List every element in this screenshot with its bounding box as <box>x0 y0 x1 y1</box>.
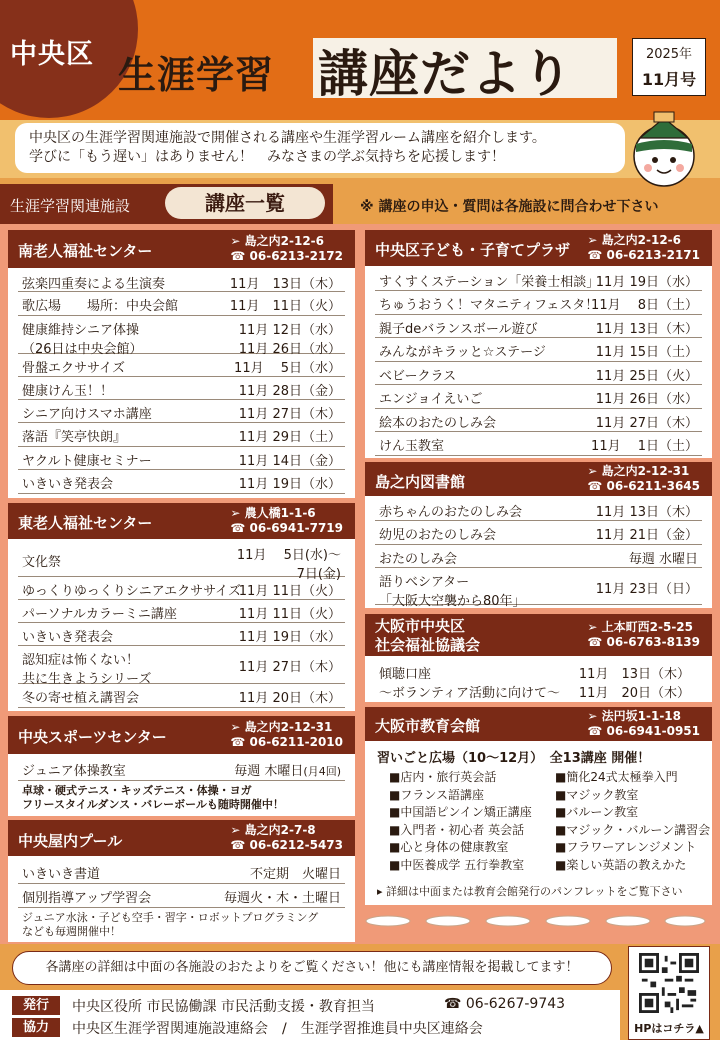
course-date: 11月 14日（金） <box>238 454 341 469</box>
facility-name-line: 大阪市中央区 <box>375 617 466 635</box>
course-title: 幼児のおたのしみ会 <box>379 528 497 543</box>
facility-contact <box>230 823 343 853</box>
title-newsletter: 講座だより <box>318 45 573 103</box>
list-item: ■心と身体の健康教室 <box>389 840 509 854</box>
list-item <box>18 423 345 447</box>
course-date: 11月 27日（木） <box>238 660 341 675</box>
list-item <box>18 316 345 357</box>
course-title-line: 「大阪大空襲から80年」 <box>379 594 526 609</box>
card-header <box>365 230 712 266</box>
tab-facilities: 生涯学習関連施設 <box>0 184 165 224</box>
phone: ☎ 06-6212-5473 <box>230 838 343 852</box>
phone: ☎ 06-6213-2171 <box>587 248 700 262</box>
qr-code-icon <box>639 953 699 1013</box>
course-title: 赤ちゃんのおたのしみ会 <box>379 505 523 520</box>
list-item <box>375 409 702 432</box>
phone: ☎ 06-6763-8139 <box>587 635 700 649</box>
course-title: みんながキラッと☆ステージ <box>379 345 546 360</box>
course-title-line: 共に生きようシリーズ <box>22 672 152 687</box>
course-title: いきいき発表会 <box>22 630 114 645</box>
course-title: エンジョイえいご <box>379 392 483 407</box>
course-title: いきいき書道 <box>22 867 101 882</box>
course-title: ゆっくりゆっくりシニアエクササイズ <box>22 584 242 599</box>
list-item <box>18 577 345 600</box>
course-date: 11月 23日（日） <box>595 582 698 597</box>
course-title: シニア向けスマホ講座 <box>22 407 152 422</box>
tab-course-list: 講座一覧 <box>165 187 325 219</box>
course-date: 11月 19日（水） <box>238 630 341 645</box>
intro-line-2: 学びに「もう遅い」はありません！ みなさまの学ぶ気持ちを応援します！ <box>29 149 505 165</box>
card-header <box>365 462 712 496</box>
list-item <box>18 447 345 470</box>
publisher-phone: ☎ 06-6267-9743 <box>444 996 566 1012</box>
list-item <box>375 338 702 362</box>
course-date-line: 11月 5日(水)～ <box>236 548 341 563</box>
list-item <box>18 400 345 423</box>
facility-name: 中央屋内プール <box>18 832 123 850</box>
facility-contact <box>587 464 700 494</box>
list-item <box>375 498 702 521</box>
phone: ☎ 06-6213-2172 <box>230 249 343 263</box>
cooperation-tag: 協力 <box>12 1018 60 1037</box>
course-title: 冬の寄せ植え講習会 <box>22 691 140 706</box>
course-title-line: 語りベシアター <box>379 575 470 590</box>
list-item <box>375 432 702 456</box>
address: ➢ 島之内2-12-31 <box>230 720 333 734</box>
course-title: いきいき発表会 <box>22 477 114 492</box>
course-date: 11月 27日（木） <box>238 407 341 422</box>
course-date-line: 11月 20日（木） <box>578 686 690 701</box>
issue-month: 11月号 <box>641 70 697 89</box>
list-item <box>375 362 702 385</box>
address: ➢ 上本町西2-5-25 <box>587 620 693 634</box>
course-title <box>379 663 560 701</box>
course-title: 親子deバランスボール遊び <box>379 322 538 337</box>
course-date: 11月 8日（土） <box>591 298 698 313</box>
course-date: 11月 13日（木） <box>595 505 698 520</box>
course-date-line: 11月 13日（木） <box>578 667 690 682</box>
course-date: 11月 20日（木） <box>238 691 341 706</box>
course-title-line: 認知症は怖くない！ <box>22 653 140 668</box>
list-item <box>18 600 345 623</box>
course-title: パーソナルカラーミニ講座 <box>22 607 177 622</box>
list-item: ■中国語ピンイン矯正講座 <box>389 805 532 819</box>
course-title <box>22 319 143 357</box>
course-date: 11月 11日（火） <box>238 607 341 622</box>
credit-area <box>0 990 620 1040</box>
list-item: ■簡化24式太極拳入門 <box>555 770 678 784</box>
list-item: ■マジック・バルーン講習会 <box>555 822 711 837</box>
list-item <box>18 541 345 582</box>
tab-list-wrap <box>165 184 333 224</box>
list-item <box>375 545 702 568</box>
course-title-line: （26日は中央会館） <box>22 342 143 357</box>
card-shakyo <box>365 614 712 702</box>
issue-box <box>632 38 706 96</box>
publisher: 中央区役所 市民協働課 市民活動支援・教育担当 <box>72 999 375 1015</box>
course-title-line: 健康維持シニア体操 <box>22 323 140 338</box>
facility-name: 中央区子ども・子育てプラザ <box>375 241 571 259</box>
card-header <box>365 707 712 741</box>
course-title: 個別指導アップ学習会 <box>22 891 152 906</box>
qr-code-link[interactable] <box>628 946 710 1040</box>
course-title: 文化祭 <box>22 555 62 570</box>
course-title-line: 傾聴口座 <box>379 667 432 682</box>
course-date: 不定期 火曜日 <box>249 867 341 882</box>
list-item <box>375 660 702 701</box>
course-date: 11月 21日（金） <box>595 528 698 543</box>
card-header <box>8 716 355 754</box>
sports-note <box>22 784 284 812</box>
course-date: 毎週火・木・土曜日 <box>223 891 341 906</box>
title-lifelong-learning: 生涯学習 <box>118 53 275 97</box>
publisher-tag: 発行 <box>12 996 60 1015</box>
course-date: 11月 19日（水） <box>595 275 698 290</box>
footer-info: 各講座の詳細は中面の各施設のおたよりをご覧ください！他にも講座情報を掲載してます！ <box>12 951 612 985</box>
course-date: 毎週 水曜日 <box>628 552 698 567</box>
list-item: ■店内・旅行英会話 <box>389 770 497 784</box>
address: ➢ 法円坂1-1-18 <box>587 709 681 723</box>
course-title-line: ～ボランティア活動に向けて～ <box>379 686 560 701</box>
list-item <box>375 291 702 315</box>
facility-name: 南老人福祉センター <box>18 242 153 260</box>
course-title: 落語『笑亭快朗』 <box>22 430 127 445</box>
list-item <box>18 623 345 646</box>
facility-name: 東老人福祉センター <box>18 514 153 532</box>
phone: ☎ 06-6941-7719 <box>230 521 343 535</box>
list-item <box>18 884 345 908</box>
course-date: 11月 13日（木） <box>229 277 341 292</box>
list-item: ■入門者・初心者 英会話 <box>389 822 525 837</box>
course-title: 健康けん玉！！ <box>22 384 114 399</box>
course-date-note: (月4回) <box>303 765 341 778</box>
card-header <box>8 503 355 539</box>
note-line: なども毎週開催中！ <box>22 925 121 938</box>
list-item <box>18 646 345 687</box>
list-item <box>375 315 702 338</box>
course-date <box>234 760 341 779</box>
course-date: 11月 13日（木） <box>595 322 698 337</box>
course-date: 11月 5日（水） <box>234 361 341 376</box>
list-item <box>18 684 345 708</box>
list-item: ■フラワーアレンジメント <box>555 840 697 854</box>
course-date-line: 7日(金) <box>296 567 341 582</box>
list-item <box>375 568 702 609</box>
kyoiku-left-list <box>389 769 532 874</box>
facility-name-line: 社会福祉協議会 <box>375 636 481 654</box>
course-title: 絵本のおたのしみ会 <box>379 416 497 431</box>
intro-line-1: 中央区の生涯学習関連施設で開催される講座や生涯学習ルーム講座を紹介します。 <box>29 130 546 146</box>
ward-label: 中央区 <box>10 39 94 70</box>
fish-decoration-icon <box>360 912 710 930</box>
list-item: ■マジック教室 <box>555 787 639 802</box>
course-date: 11月 28日（金） <box>238 384 341 399</box>
facility-contact <box>587 709 700 739</box>
course-title <box>379 571 526 609</box>
list-item <box>375 521 702 545</box>
card-header <box>8 230 355 268</box>
course-date: 11月 27日（木） <box>595 416 698 431</box>
course-title <box>22 649 151 687</box>
pool-note <box>22 911 318 939</box>
course-title: 歌広場 場所：中央会館 <box>22 299 179 314</box>
phone: ☎ 06-6211-2010 <box>230 735 343 749</box>
facility-name <box>375 617 480 655</box>
card-kodomo <box>365 230 712 458</box>
facility-name: 大阪市教育会館 <box>375 717 481 735</box>
mascot-icon <box>626 108 702 188</box>
course-date: 11月 19日（水） <box>238 477 341 492</box>
address: ➢ 島之内2-12-31 <box>587 464 690 478</box>
course-date: 11月 11日（火） <box>238 584 341 599</box>
address: ➢ 島之内2-12-6 <box>587 233 681 247</box>
facility-contact <box>587 233 700 263</box>
note-line: フリースタイルダンス・バレーボールも随時開催中！ <box>22 798 284 811</box>
list-item: ■楽しい英語の教えかた <box>555 857 687 872</box>
list-item: ■中医養成学 五行拳教室 <box>389 857 525 872</box>
card-pool <box>8 820 355 942</box>
card-header <box>8 820 355 856</box>
kyoiku-right-list <box>555 769 710 874</box>
facility-contact <box>230 506 343 536</box>
issue-year: 2025年 <box>645 47 693 62</box>
phone: ☎ 06-6941-0951 <box>587 724 700 738</box>
course-date: 11月 15日（土） <box>595 345 698 360</box>
course-title: すくすくステーション「栄養士相談」 <box>379 275 600 290</box>
list-item: ■フランス語講座 <box>389 787 484 802</box>
course-date-text: 毎週 木曜日 <box>234 764 304 779</box>
list-item: ■バルーン教室 <box>555 805 639 819</box>
list-item <box>18 270 345 292</box>
note-line: ジュニア水泳・子ども空手・習字・ロボットプログラミング <box>22 911 319 924</box>
course-title: 骨盤エクササイズ <box>22 361 125 376</box>
list-item <box>18 292 345 316</box>
course-title: ヤクルト健康セミナー <box>22 454 152 469</box>
course-date <box>239 319 341 357</box>
kyoiku-intro: 習いごと広場（10～12月） 全13講座 開催！ <box>377 751 651 766</box>
list-item <box>18 470 345 494</box>
course-title: おたのしみ会 <box>379 552 458 567</box>
kyoiku-footnote: ▸ 詳細は中面または教育会館発行のパンフレットをご覧下さい <box>377 885 683 898</box>
card-sports <box>8 716 355 816</box>
phone: ☎ 06-6211-3645 <box>587 479 700 493</box>
list-item <box>375 385 702 409</box>
card-header <box>365 614 712 656</box>
course-date: 11月 29日（土） <box>238 430 341 445</box>
card-higashi <box>8 503 355 711</box>
list-item <box>18 860 345 884</box>
note-line: 卓球・硬式テニス・キッズテニス・体操・ヨガ <box>22 784 252 797</box>
list-item <box>18 757 345 781</box>
list-item <box>18 354 345 377</box>
course-title: ちゅうおうく！マタニティフェスタ！ <box>379 298 599 313</box>
facility-name: 中央スポーツセンター <box>18 728 167 746</box>
course-date-line: 11月 12日（水） <box>238 323 341 338</box>
facility-name: 島之内図書館 <box>375 473 466 491</box>
course-date: 11月 1日（土） <box>591 439 698 454</box>
facility-contact <box>587 620 700 650</box>
address: ➢ 農人橋1-1-6 <box>230 506 316 520</box>
course-date-line: 11月 26日（水） <box>238 342 341 357</box>
course-title: ジュニア体操教室 <box>22 764 126 779</box>
course-title: けん玉教室 <box>379 439 445 454</box>
list-item <box>18 377 345 400</box>
course-date: 11月 26日（水） <box>595 392 698 407</box>
course-date: 11月 11日（火） <box>229 299 341 314</box>
card-kyoiku <box>365 707 712 905</box>
qr-note: HPはコチラ▲ <box>634 1022 704 1035</box>
list-item <box>375 268 702 291</box>
card-library <box>365 462 712 608</box>
card-minami <box>8 230 355 498</box>
course-date <box>579 663 690 701</box>
facility-contact <box>230 720 343 750</box>
course-title: ベビークラス <box>379 369 457 384</box>
course-title: 弦楽四重奏による生演奏 <box>22 277 166 292</box>
inquiry-note: ※ 講座の申込・質問は各施設に問合わせ下さい <box>360 199 659 215</box>
course-date: 11月 25日（火） <box>595 369 698 384</box>
intro-box <box>15 123 625 173</box>
facility-contact <box>230 234 343 264</box>
cooperation: 中央区生涯学習関連施設連絡会 / 生涯学習推進員中央区連絡会 <box>72 1021 483 1037</box>
address: ➢ 島之内2-12-6 <box>230 234 324 248</box>
address: ➢ 島之内2-7-8 <box>230 823 316 837</box>
